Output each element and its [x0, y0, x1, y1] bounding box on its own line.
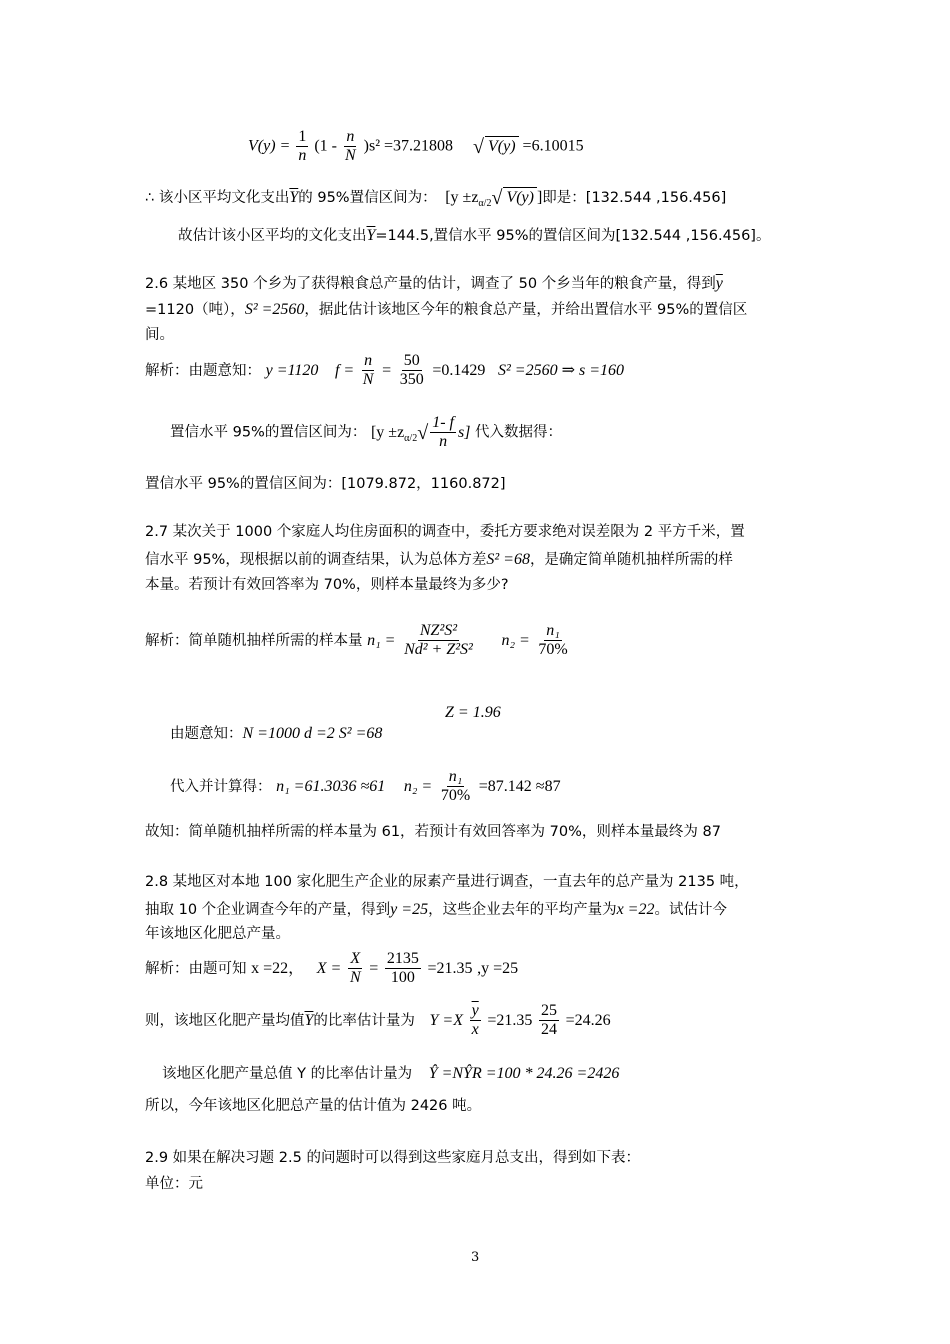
solution-2-6-ci: 置信水平 95%的置信区间为： [$y \pm z_{\alpha/2}√$ $\frac{1- f}{n}$ s] 代入数据得： [170, 414, 563, 451]
question-2-8-line3: 年该地区化肥总产量。 [145, 926, 290, 942]
question-2-7-line2: 信水平 95%，现根据以前的调查结果，认为总体方差S² =68，是确定简单随机抽样所需的样 [145, 551, 733, 568]
question-2-7-line3: 本量。若预计有效回答率为 70%，则样本量最终为多少? [145, 577, 509, 593]
z-value: Z = 1.96 [445, 704, 501, 721]
vy-label: V(y) = [248, 137, 291, 155]
question-2-6-line2: =1120（吨），S² =2560，据此估计该地区今年的粮食总产量，并给出置信水平 95%的置信区 [145, 301, 748, 318]
sqrt-value: =6.10015 [522, 137, 584, 155]
estimate-statement: 故估计该小区平均的文化支出$\overline{Y}=144.5$,置信水平 95%的置信区间为[132.544 ,156.456]。 [178, 227, 771, 244]
fraction-n-N: $\frac{n}{N}$ [344, 128, 356, 165]
solution-2-6-given: 解析：由题意知： y =1120 f = $\frac{n}{N}$ = $\frac{50}{350}$ =0.1429 S² =2560 ⇒ s =160 [145, 352, 624, 389]
solution-2-8-given: 解析：由题可知 x =22， X = $\frac{X}{N}$ = $\frac{2135}{100}$ =21.35 ,y =25 [145, 950, 519, 987]
solution-2-7-known: 由题意知：N =1000 d =2 S² =68 [170, 725, 383, 742]
question-2-9-unit: 单位：元 [145, 1176, 203, 1192]
ci-statement: ∴ 该小区平均文化支出$\overline{Y}$的 95%置信区间为： [$y \pm z_{\alpha/2}√$ V(y) ]即是：[132.544 ,156.456] [145, 187, 727, 210]
solution-2-7-calc: 代入并计算得： n₁ =61.3036 ≈61 n₂ = $\frac{\text{n₁}}{70\%}$ =87.142 ≈87 [170, 768, 561, 805]
solution-2-7-formula: 解析：简单随机抽样所需的样本量 n₁ = $\frac{\text{NZ²S²}}{\text{Nd² + Z²S²}}$ n₂ = $\frac{\text{n₁}}{70\%}$ [145, 622, 568, 659]
solution-2-7-conclusion: 故知：简单随机抽样所需的样本量为 61，若预计有效回答率为 70%，则样本量最终为 87 [145, 824, 721, 840]
sqrt-vy: V(y) [485, 136, 519, 156]
question-2-7-line1: 2.7 某次关于 1000 个家庭人均住房面积的调查中，委托方要求绝对误差限为 2 平方千米，置 [145, 524, 745, 540]
question-2-6-line3: 间。 [145, 327, 174, 343]
fraction-1-n: $\frac{1}{n}$ [298, 128, 307, 165]
question-2-9-line1: 2.9 如果在解决习题 2.5 的问题时可以得到这些家庭月总支出，得到如下表： [145, 1150, 640, 1166]
question-2-8-line1: 2.8 某地区对本地 100 家化肥生产企业的尿素产量进行调查，一直去年的总产量为 2135 吨， [145, 874, 749, 890]
solution-2-8-ratio: 则，该地区化肥产量均值$\overline{Y}$的比率估计量为 Y =X $\frac{\overline{y}}{x}$ =21.35 $\frac{25}{24}$ =24.26 [145, 1002, 611, 1039]
variance-formula: V(y) = $\frac{1}{n}$ (1 - $\frac{n}{N}$ )s² =37.21808 √ V(y) =6.10015 [248, 128, 584, 165]
solution-2-6-result: 置信水平 95%的置信区间为：[1079.872，1160.872] [145, 476, 506, 492]
question-2-8-line2: 抽取 10 个企业调查今年的产量，得到y =25，这些企业去年的平均产量为x =22。试估计今 [145, 901, 727, 918]
solution-2-8-conclusion: 所以，今年该地区化肥总产量的估计值为 2426 吨。 [145, 1098, 482, 1114]
solution-2-8-total: 该地区化肥产量总值 Y 的比率估计量为 Ŷ =NŶR =100 * 24.26 =2426 [162, 1065, 620, 1082]
page-number: 3 [471, 1250, 480, 1265]
question-2-6-line1: 2.6 某地区 350 个乡为了获得粮食总产量的估计，调查了 50 个乡当年的粮食产量，得到$\overline{y}$ [145, 275, 723, 292]
